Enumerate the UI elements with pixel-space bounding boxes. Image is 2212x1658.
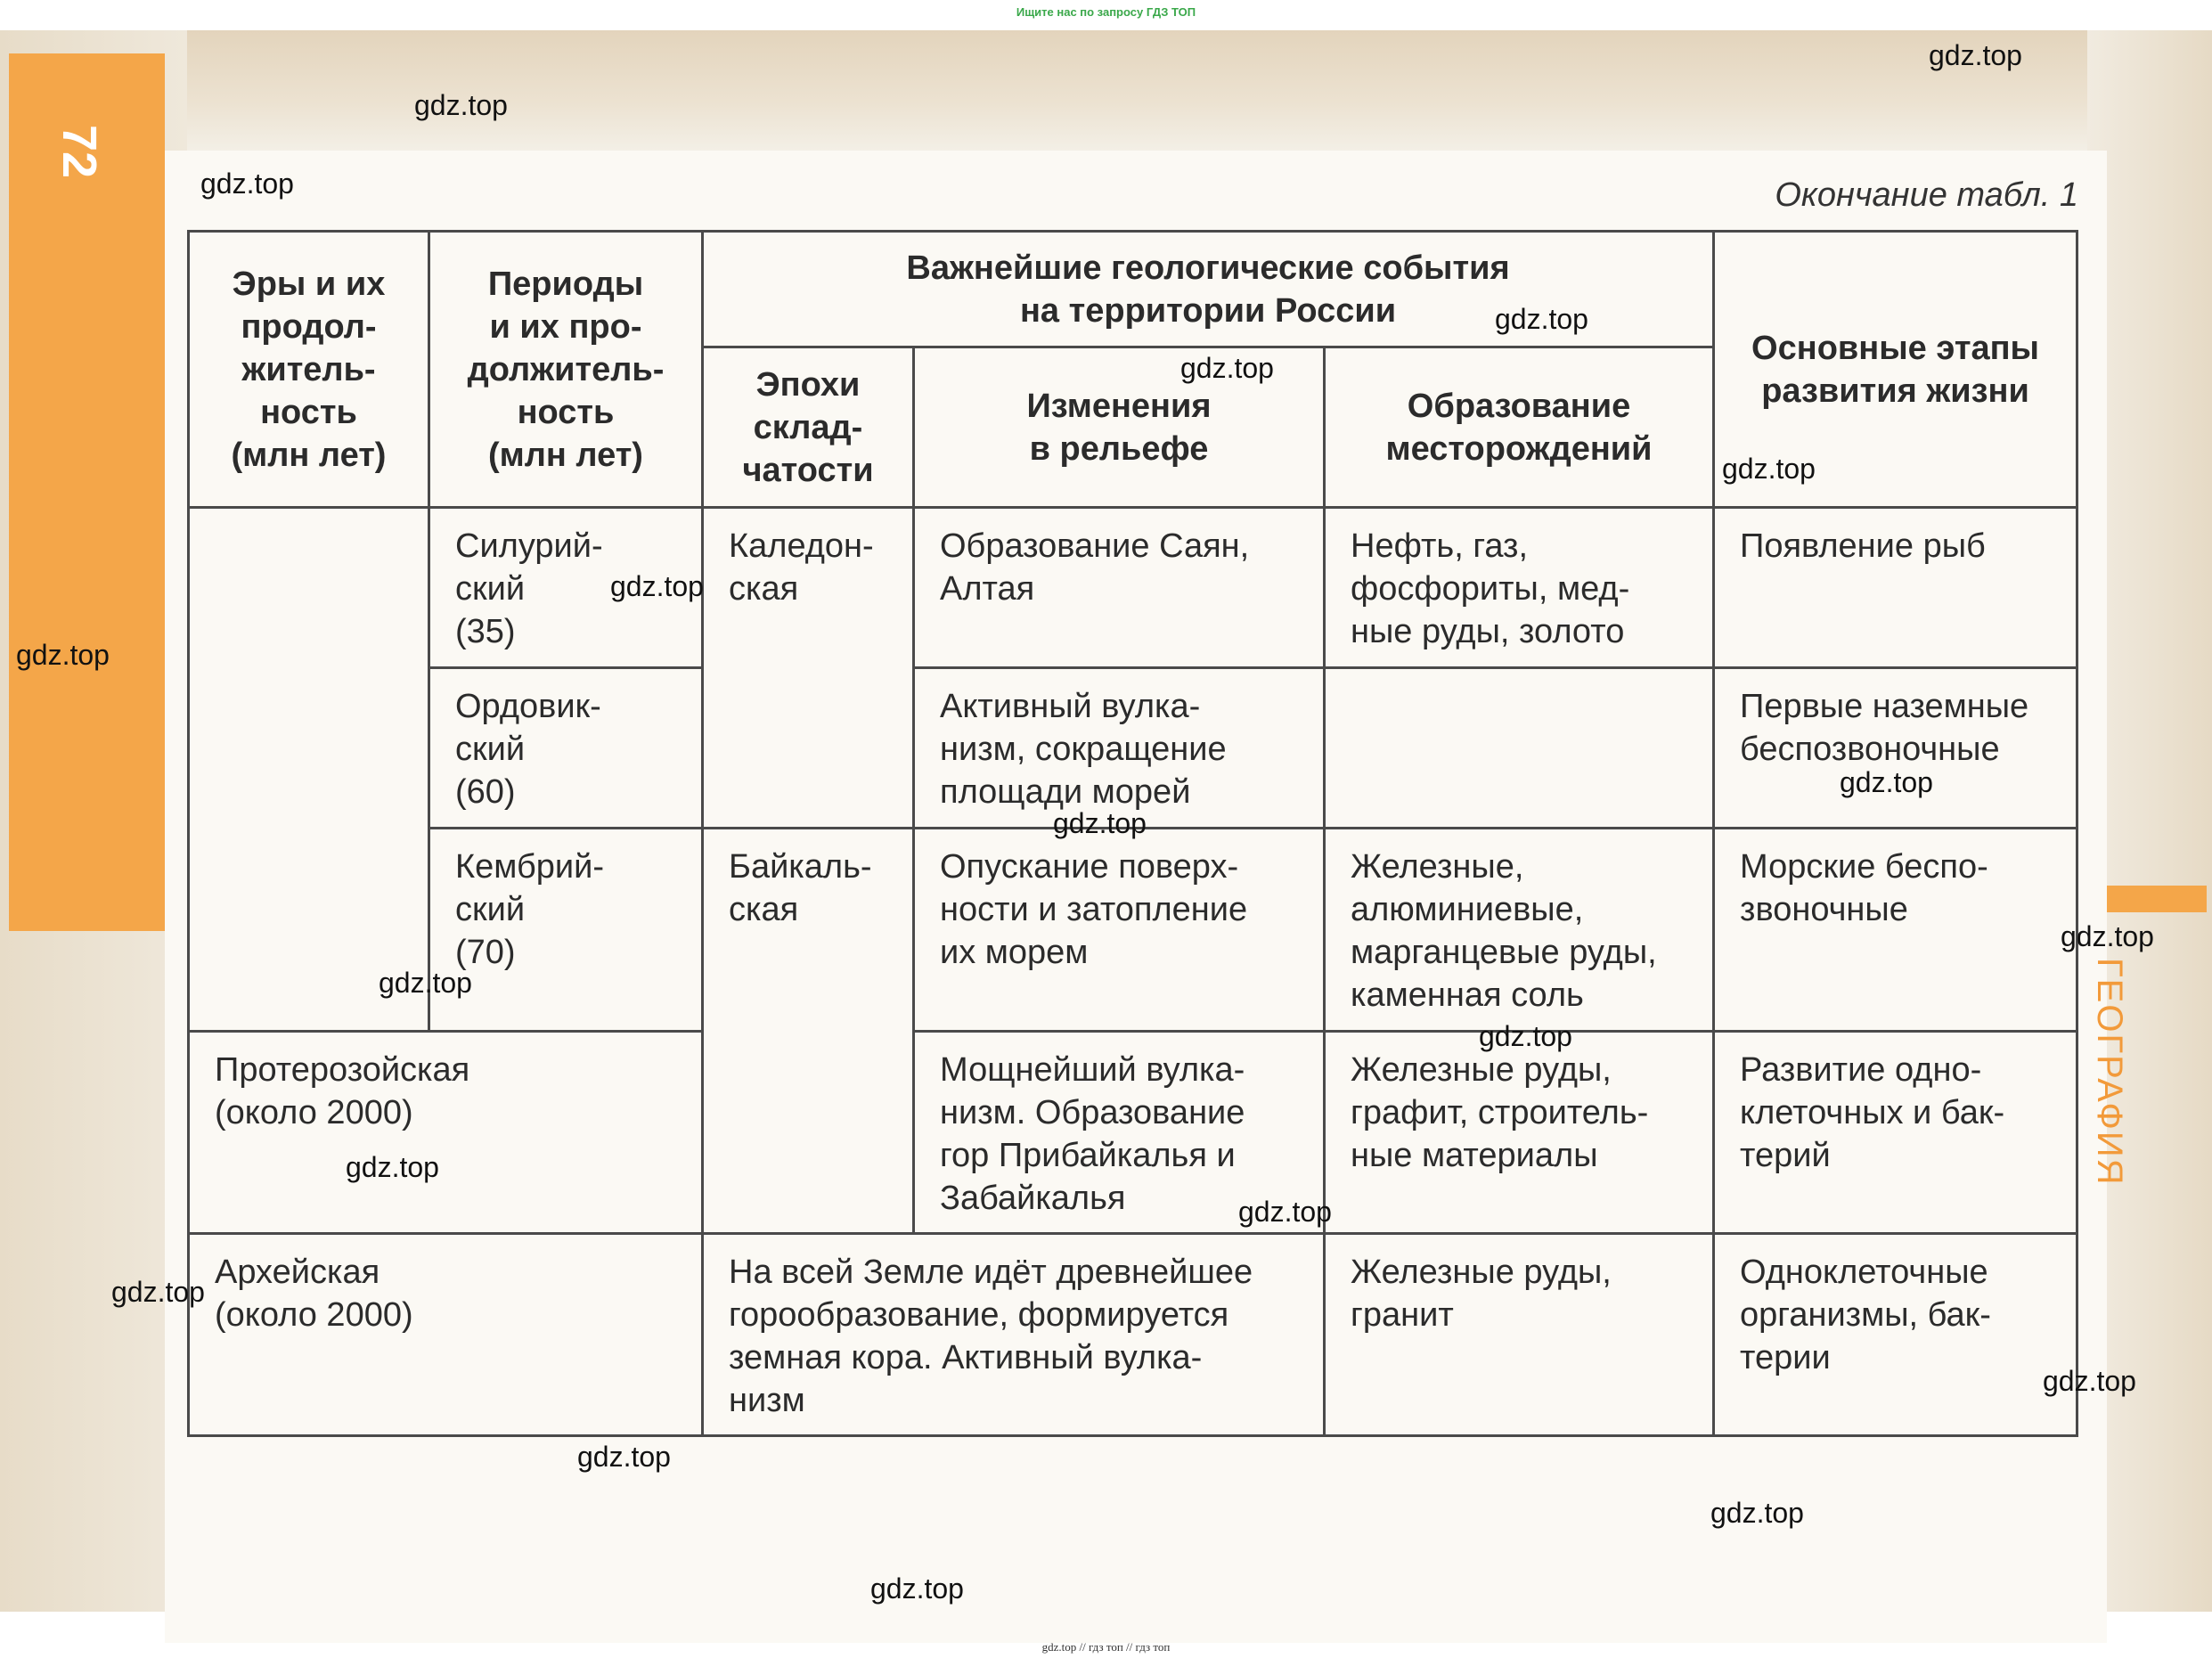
deposits-cell: Железные руды, гранит [1325,1234,1714,1436]
relief-cell: Мощнейший вулка- низм. Образование гор Прибайкалья и Забайкалья [914,1032,1325,1234]
table-row [189,829,2077,1032]
header-events: Важнейшие геологические события на территории России [703,232,1714,347]
era-cell: Протерозойская (около 2000) [189,1032,703,1234]
life-cell: Первые наземные беспозвоночные [1714,668,2077,829]
life-cell: Развитие одно- клеточных и бак- терий [1714,1032,2077,1234]
watermark: gdz.top [2061,920,2154,952]
deposits-cell: Железные, алюминиевые, марганцевые руды, каменная соль [1325,829,1714,1032]
page-number: 72 [53,125,106,179]
deposits-cell [1325,668,1714,829]
subject-label: ГЕОГРАФИЯ [2090,958,2129,1187]
watermark: gdz.top [16,639,110,671]
watermark: gdz.top [346,1151,439,1183]
map-background-top [0,30,2212,151]
watermark: gdz.top [1053,807,1147,839]
period-cell: Ордовик- ский (60) [429,668,703,829]
watermark: gdz.top [1495,303,1588,335]
era-cell: Архейская (около 2000) [189,1234,703,1436]
orange-accent-bar [2102,886,2207,912]
header-deposits: Образование месторождений [1325,347,1714,508]
top-banner: Ищите нас по запросу ГДЗ ТОП [1016,5,1196,19]
watermark: gdz.top [1479,1020,1572,1052]
watermark: gdz.top [111,1276,205,1308]
table-row [189,668,2077,829]
folding-cell: Байкаль- ская [703,829,914,1234]
deposits-cell: Нефть, газ, фосфориты, мед- ные руды, золото [1325,508,1714,668]
header-periods: Периоды и их про- должитель- ность (млн лет) [429,232,703,508]
bottom-banner: gdz.top // гдз топ // гдз топ [1041,1640,1171,1654]
watermark: gdz.top [1929,39,2022,71]
watermark: gdz.top [379,967,472,999]
era-cell-empty [189,508,429,1032]
table-caption: Окончание табл. 1 [1775,176,2078,214]
table-row [189,1032,2077,1234]
life-cell: Появление рыб [1714,508,2077,668]
period-cell: Кембрий- ский (70) [429,829,703,1032]
header-relief: Изменения в рельефе [914,347,1325,508]
watermark: gdz.top [2043,1365,2136,1397]
header-eras: Эры и их продол- житель- ность (млн лет) [189,232,429,508]
relief-cell: Образование Саян, Алтая [914,508,1325,668]
relief-cell: Активный вулка- низм, сокращение площади морей [914,668,1325,829]
life-cell: Одноклеточные организмы, бак- терии [1714,1234,2077,1436]
watermark: gdz.top [1840,766,1933,798]
events-cell: На всей Земле идёт древнейшее горообразование, формируется земная кора. Активный вулка- низм [703,1234,1325,1436]
relief-cell: Опускание поверх- ности и затопление их морем [914,829,1325,1032]
folding-cell: Каледон- ская [703,508,914,829]
watermark: gdz.top [1722,453,1816,485]
watermark: gdz.top [1238,1196,1332,1228]
watermark: gdz.top [577,1441,671,1473]
header-folding: Эпохи склад- чатости [703,347,914,508]
table-row [189,1234,2077,1436]
watermark: gdz.top [1710,1497,1804,1529]
watermark: gdz.top [200,167,294,200]
life-cell: Морские беспо- звоночные [1714,829,2077,1032]
deposits-cell: Железные руды, графит, строитель- ные материалы [1325,1032,1714,1234]
page-number-tab [9,53,165,931]
watermark: gdz.top [1180,352,1274,384]
watermark: gdz.top [870,1572,964,1605]
period-cell: Силурий- ский (35) [429,508,703,668]
table-row [189,508,2077,668]
watermark: gdz.top [414,89,508,121]
header-life: Основные этапы развития жизни [1714,232,2077,508]
watermark: gdz.top [610,570,704,602]
